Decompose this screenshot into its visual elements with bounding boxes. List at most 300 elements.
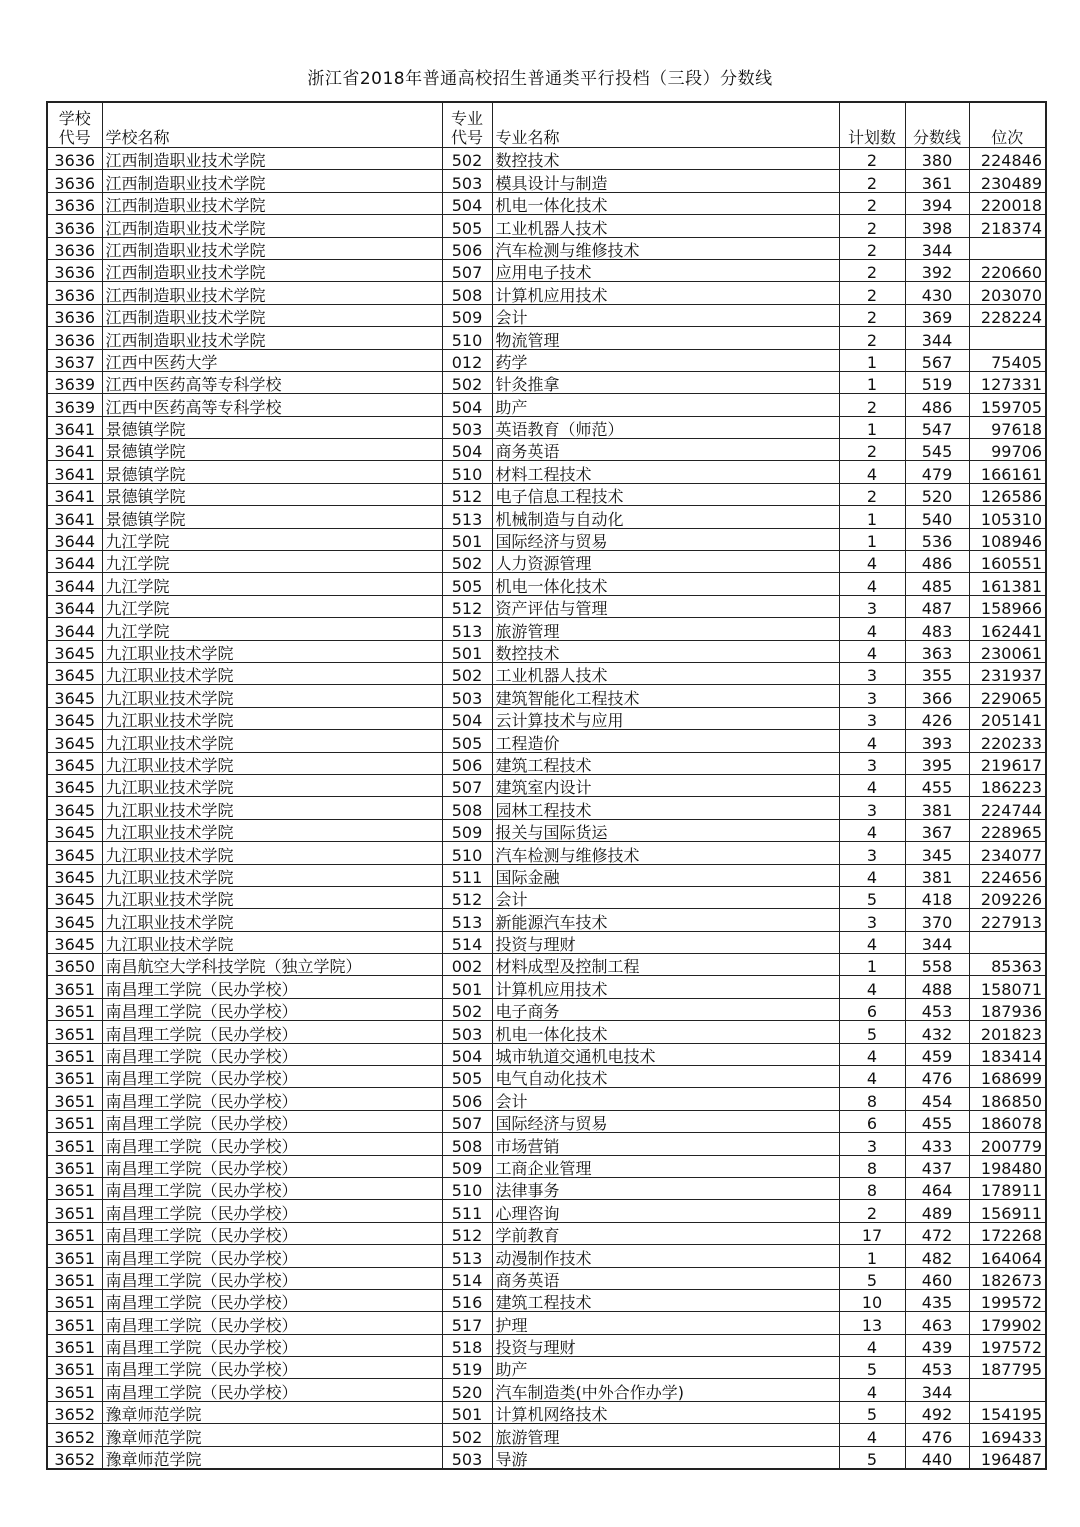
school-name-cell: 九江职业技术学院 xyxy=(102,909,442,931)
plan-count-cell: 2 xyxy=(839,259,905,281)
major-name-cell: 工业机器人技术 xyxy=(492,662,839,684)
school-name-cell: 江西中医药高等专科学校 xyxy=(102,394,442,416)
table-row xyxy=(47,1379,1046,1401)
rank-cell: 229065 xyxy=(969,685,1046,707)
major-code-cell: 504 xyxy=(442,1043,492,1065)
table-row xyxy=(47,864,1046,886)
plan-count-cell: 1 xyxy=(839,954,905,976)
major-code-cell: 501 xyxy=(442,976,492,998)
major-code-cell: 512 xyxy=(442,1222,492,1244)
major-code-cell: 506 xyxy=(442,1088,492,1110)
major-name-cell: 投资与理财 xyxy=(492,931,839,953)
school-code-cell: 3644 xyxy=(47,528,102,550)
major-name-cell: 国际经济与贸易 xyxy=(492,1110,839,1132)
school-code-cell: 3641 xyxy=(47,439,102,461)
major-name-cell: 护理 xyxy=(492,1312,839,1334)
school-code-cell: 3645 xyxy=(47,886,102,908)
table-row xyxy=(47,1088,1046,1110)
major-code-cell: 506 xyxy=(442,752,492,774)
table-row xyxy=(47,551,1046,573)
major-name-cell: 建筑工程技术 xyxy=(492,1289,839,1311)
rank-cell: 227913 xyxy=(969,909,1046,931)
plan-count-cell: 4 xyxy=(839,1379,905,1401)
table-row xyxy=(47,819,1046,841)
table-row xyxy=(47,842,1046,864)
table-row xyxy=(47,215,1046,237)
major-name-cell: 针灸推拿 xyxy=(492,371,839,393)
table-row xyxy=(47,1401,1046,1423)
major-code-cell: 501 xyxy=(442,528,492,550)
rank-cell: 231937 xyxy=(969,662,1046,684)
score-line-cell: 463 xyxy=(905,1312,969,1334)
table-row xyxy=(47,1289,1046,1311)
major-name-cell: 法律事务 xyxy=(492,1177,839,1199)
school-name-cell: 南昌理工学院（民办学校） xyxy=(102,1021,442,1043)
school-name-cell: 九江学院 xyxy=(102,551,442,573)
rank-cell: 219617 xyxy=(969,752,1046,774)
school-name-cell: 南昌理工学院（民办学校） xyxy=(102,1043,442,1065)
major-code-cell: 512 xyxy=(442,886,492,908)
table-row xyxy=(47,1110,1046,1132)
school-code-cell: 3645 xyxy=(47,707,102,729)
school-code-cell: 3645 xyxy=(47,774,102,796)
table-row xyxy=(47,1357,1046,1379)
school-code-cell: 3651 xyxy=(47,1155,102,1177)
major-name-cell: 药学 xyxy=(492,349,839,371)
major-code-cell: 502 xyxy=(442,148,492,170)
school-code-cell: 3645 xyxy=(47,730,102,752)
major-name-cell: 机电一体化技术 xyxy=(492,1021,839,1043)
school-code-cell: 3645 xyxy=(47,931,102,953)
plan-count-cell: 5 xyxy=(839,1401,905,1423)
rank-cell: 186078 xyxy=(969,1110,1046,1132)
major-code-cell: 504 xyxy=(442,192,492,214)
rank-cell: 182673 xyxy=(969,1267,1046,1289)
score-line-cell: 433 xyxy=(905,1133,969,1155)
page-title: 浙江省2018年普通高校招生普通类平行投档（三段）分数线 xyxy=(307,69,773,89)
table-row xyxy=(47,461,1046,483)
plan-count-cell: 4 xyxy=(839,618,905,640)
school-name-cell: 南昌理工学院（民办学校） xyxy=(102,1155,442,1177)
table-row xyxy=(47,1133,1046,1155)
school-code-cell: 3636 xyxy=(47,215,102,237)
score-line-cell: 545 xyxy=(905,439,969,461)
major-code-cell: 520 xyxy=(442,1379,492,1401)
plan-count-cell: 2 xyxy=(839,215,905,237)
score-line-cell: 488 xyxy=(905,976,969,998)
major-code-cell: 502 xyxy=(442,998,492,1020)
score-line-cell: 363 xyxy=(905,640,969,662)
major-code-cell: 514 xyxy=(442,931,492,953)
school-code-cell: 3636 xyxy=(47,259,102,281)
major-name-cell: 英语教育（师范） xyxy=(492,416,839,438)
school-code-cell: 3651 xyxy=(47,1066,102,1088)
major-code-cell: 509 xyxy=(442,819,492,841)
school-name-cell: 九江职业技术学院 xyxy=(102,685,442,707)
school-code-cell: 3645 xyxy=(47,842,102,864)
school-code-cell: 3652 xyxy=(47,1446,102,1469)
school-name-cell: 南昌理工学院（民办学校） xyxy=(102,1088,442,1110)
rank-cell: 75405 xyxy=(969,349,1046,371)
major-code-cell: 503 xyxy=(442,416,492,438)
plan-count-cell: 4 xyxy=(839,976,905,998)
rank-cell: 187936 xyxy=(969,998,1046,1020)
school-code-cell: 3644 xyxy=(47,573,102,595)
major-code-cell: 502 xyxy=(442,551,492,573)
school-code-cell: 3645 xyxy=(47,752,102,774)
score-line-cell: 459 xyxy=(905,1043,969,1065)
table-row xyxy=(47,170,1046,192)
school-code-cell: 3636 xyxy=(47,327,102,349)
rank-cell: 196487 xyxy=(969,1446,1046,1469)
school-code-cell: 3651 xyxy=(47,1222,102,1244)
major-code-cell: 503 xyxy=(442,1446,492,1469)
school-name-cell: 九江职业技术学院 xyxy=(102,864,442,886)
major-name-cell: 学前教育 xyxy=(492,1222,839,1244)
school-name-cell: 江西制造职业技术学院 xyxy=(102,327,442,349)
rank-cell: 97618 xyxy=(969,416,1046,438)
table-row xyxy=(47,662,1046,684)
school-code-cell: 3650 xyxy=(47,954,102,976)
school-code-cell: 3651 xyxy=(47,1177,102,1199)
school-name-cell: 景德镇学院 xyxy=(102,483,442,505)
rank-cell: 228965 xyxy=(969,819,1046,841)
score-line-cell: 440 xyxy=(905,1446,969,1469)
school-name-cell: 江西制造职业技术学院 xyxy=(102,148,442,170)
major-code-cell: 012 xyxy=(442,349,492,371)
major-code-cell: 504 xyxy=(442,707,492,729)
school-code-cell: 3644 xyxy=(47,551,102,573)
plan-count-cell: 2 xyxy=(839,439,905,461)
plan-count-cell: 1 xyxy=(839,416,905,438)
rank-cell: 85363 xyxy=(969,954,1046,976)
school-code-cell: 3641 xyxy=(47,416,102,438)
school-code-cell: 3651 xyxy=(47,1133,102,1155)
table-row xyxy=(47,909,1046,931)
rank-cell: 164064 xyxy=(969,1245,1046,1267)
major-code-cell: 512 xyxy=(442,595,492,617)
major-name-cell: 计算机应用技术 xyxy=(492,976,839,998)
school-code-cell: 3651 xyxy=(47,1379,102,1401)
rank-cell: 158071 xyxy=(969,976,1046,998)
school-name-cell: 九江学院 xyxy=(102,595,442,617)
plan-count-cell: 5 xyxy=(839,1357,905,1379)
score-line-cell: 567 xyxy=(905,349,969,371)
header-rank: 位次 xyxy=(969,102,1046,148)
score-line-cell: 453 xyxy=(905,998,969,1020)
major-code-cell: 510 xyxy=(442,461,492,483)
major-name-cell: 心理咨询 xyxy=(492,1200,839,1222)
rank-cell xyxy=(969,931,1046,953)
plan-count-cell: 3 xyxy=(839,595,905,617)
rank-cell: 199572 xyxy=(969,1289,1046,1311)
major-code-cell: 508 xyxy=(442,1133,492,1155)
table-row xyxy=(47,886,1046,908)
school-code-cell: 3645 xyxy=(47,640,102,662)
school-code-cell: 3652 xyxy=(47,1424,102,1446)
school-name-cell: 九江职业技术学院 xyxy=(102,797,442,819)
major-name-cell: 机械制造与自动化 xyxy=(492,506,839,528)
header-school-name: 学校名称 xyxy=(102,102,442,148)
rank-cell: 186223 xyxy=(969,774,1046,796)
major-name-cell: 电气自动化技术 xyxy=(492,1066,839,1088)
rank-cell: 166161 xyxy=(969,461,1046,483)
major-name-cell: 机电一体化技术 xyxy=(492,192,839,214)
table-row xyxy=(47,1267,1046,1289)
score-line-cell: 437 xyxy=(905,1155,969,1177)
school-name-cell: 江西制造职业技术学院 xyxy=(102,282,442,304)
score-line-cell: 344 xyxy=(905,327,969,349)
table-row xyxy=(47,931,1046,953)
plan-count-cell: 4 xyxy=(839,819,905,841)
table-row xyxy=(47,259,1046,281)
score-line-cell: 344 xyxy=(905,931,969,953)
table-row xyxy=(47,1177,1046,1199)
school-name-cell: 九江职业技术学院 xyxy=(102,886,442,908)
school-code-cell: 3652 xyxy=(47,1401,102,1423)
school-name-cell: 南昌理工学院（民办学校） xyxy=(102,1200,442,1222)
plan-count-cell: 1 xyxy=(839,506,905,528)
plan-count-cell: 2 xyxy=(839,483,905,505)
school-name-cell: 九江学院 xyxy=(102,528,442,550)
score-line-cell: 460 xyxy=(905,1267,969,1289)
plan-count-cell: 4 xyxy=(839,1043,905,1065)
score-line-cell: 439 xyxy=(905,1334,969,1356)
score-line-cell: 454 xyxy=(905,1088,969,1110)
school-code-cell: 3645 xyxy=(47,909,102,931)
score-line-cell: 430 xyxy=(905,282,969,304)
major-code-cell: 507 xyxy=(442,1110,492,1132)
major-code-cell: 505 xyxy=(442,1066,492,1088)
school-code-cell: 3639 xyxy=(47,371,102,393)
major-code-cell: 511 xyxy=(442,1200,492,1222)
score-line-cell: 367 xyxy=(905,819,969,841)
school-code-cell: 3651 xyxy=(47,976,102,998)
rank-cell: 108946 xyxy=(969,528,1046,550)
school-name-cell: 景德镇学院 xyxy=(102,439,442,461)
score-line-cell: 355 xyxy=(905,662,969,684)
major-code-cell: 503 xyxy=(442,685,492,707)
table-row xyxy=(47,1066,1046,1088)
rank-cell: 99706 xyxy=(969,439,1046,461)
table-row xyxy=(47,528,1046,550)
school-name-cell: 景德镇学院 xyxy=(102,506,442,528)
score-line-cell: 393 xyxy=(905,730,969,752)
school-name-cell: 南昌理工学院（民办学校） xyxy=(102,1289,442,1311)
school-code-cell: 3651 xyxy=(47,1312,102,1334)
table-row xyxy=(47,998,1046,1020)
major-code-cell: 512 xyxy=(442,483,492,505)
school-code-cell: 3645 xyxy=(47,864,102,886)
score-line-cell: 380 xyxy=(905,148,969,170)
plan-count-cell: 1 xyxy=(839,371,905,393)
table-row xyxy=(47,752,1046,774)
major-code-cell: 508 xyxy=(442,282,492,304)
school-code-cell: 3651 xyxy=(47,1110,102,1132)
rank-cell: 187795 xyxy=(969,1357,1046,1379)
score-line-cell: 435 xyxy=(905,1289,969,1311)
school-name-cell: 江西制造职业技术学院 xyxy=(102,215,442,237)
school-name-cell: 南昌航空大学科技学院（独立学院） xyxy=(102,954,442,976)
major-name-cell: 旅游管理 xyxy=(492,1424,839,1446)
school-code-cell: 3645 xyxy=(47,685,102,707)
school-code-cell: 3644 xyxy=(47,618,102,640)
plan-count-cell: 5 xyxy=(839,886,905,908)
table-row xyxy=(47,618,1046,640)
header-major-code-line2: 代号 xyxy=(450,128,483,147)
school-code-cell: 3639 xyxy=(47,394,102,416)
plan-count-cell: 10 xyxy=(839,1289,905,1311)
score-line-cell: 361 xyxy=(905,170,969,192)
score-line-cell: 482 xyxy=(905,1245,969,1267)
rank-cell: 178911 xyxy=(969,1177,1046,1199)
plan-count-cell: 2 xyxy=(839,304,905,326)
score-line-cell: 398 xyxy=(905,215,969,237)
plan-count-cell: 4 xyxy=(839,931,905,953)
plan-count-cell: 3 xyxy=(839,662,905,684)
major-name-cell: 材料工程技术 xyxy=(492,461,839,483)
school-code-cell: 3651 xyxy=(47,1334,102,1356)
rank-cell: 203070 xyxy=(969,282,1046,304)
table-row xyxy=(47,1446,1046,1469)
rank-cell: 105310 xyxy=(969,506,1046,528)
major-name-cell: 导游 xyxy=(492,1446,839,1469)
school-code-cell: 3651 xyxy=(47,998,102,1020)
major-name-cell: 旅游管理 xyxy=(492,618,839,640)
school-name-cell: 九江职业技术学院 xyxy=(102,662,442,684)
school-name-cell: 豫章师范学院 xyxy=(102,1424,442,1446)
school-name-cell: 九江职业技术学院 xyxy=(102,774,442,796)
score-line-cell: 455 xyxy=(905,774,969,796)
major-code-cell: 504 xyxy=(442,394,492,416)
rank-cell: 186850 xyxy=(969,1088,1046,1110)
table-row xyxy=(47,595,1046,617)
header-major-code-line1: 专业 xyxy=(450,109,483,128)
header-plan: 计划数 xyxy=(839,102,905,148)
score-line-cell: 486 xyxy=(905,394,969,416)
table-row xyxy=(47,774,1046,796)
table-row xyxy=(47,1222,1046,1244)
major-name-cell: 物流管理 xyxy=(492,327,839,349)
major-name-cell: 会计 xyxy=(492,1088,839,1110)
score-line-cell: 487 xyxy=(905,595,969,617)
major-code-cell: 506 xyxy=(442,237,492,259)
major-name-cell: 数控技术 xyxy=(492,640,839,662)
major-code-cell: 510 xyxy=(442,842,492,864)
major-code-cell: 510 xyxy=(442,1177,492,1199)
major-code-cell: 503 xyxy=(442,1021,492,1043)
school-code-cell: 3645 xyxy=(47,662,102,684)
major-name-cell: 机电一体化技术 xyxy=(492,573,839,595)
score-line-cell: 381 xyxy=(905,864,969,886)
school-name-cell: 九江职业技术学院 xyxy=(102,707,442,729)
rank-cell: 224744 xyxy=(969,797,1046,819)
school-code-cell: 3651 xyxy=(47,1088,102,1110)
school-code-cell: 3641 xyxy=(47,506,102,528)
major-name-cell: 汽车制造类(中外合作办学) xyxy=(492,1379,839,1401)
school-code-cell: 3636 xyxy=(47,282,102,304)
plan-count-cell: 4 xyxy=(839,461,905,483)
major-code-cell: 507 xyxy=(442,774,492,796)
school-name-cell: 江西制造职业技术学院 xyxy=(102,237,442,259)
major-name-cell: 人力资源管理 xyxy=(492,551,839,573)
school-name-cell: 九江职业技术学院 xyxy=(102,752,442,774)
school-name-cell: 南昌理工学院（民办学校） xyxy=(102,1379,442,1401)
school-name-cell: 南昌理工学院（民办学校） xyxy=(102,976,442,998)
header-school-code-line2: 代号 xyxy=(58,128,91,147)
score-line-cell: 485 xyxy=(905,573,969,595)
school-code-cell: 3645 xyxy=(47,797,102,819)
plan-count-cell: 2 xyxy=(839,237,905,259)
school-name-cell: 江西制造职业技术学院 xyxy=(102,304,442,326)
header-major-name: 专业名称 xyxy=(492,102,839,148)
school-code-cell: 3651 xyxy=(47,1043,102,1065)
rank-cell: 220018 xyxy=(969,192,1046,214)
major-code-cell: 509 xyxy=(442,1155,492,1177)
plan-count-cell: 3 xyxy=(839,685,905,707)
score-line-cell: 418 xyxy=(905,886,969,908)
major-code-cell: 505 xyxy=(442,573,492,595)
major-code-cell: 508 xyxy=(442,797,492,819)
school-code-cell: 3636 xyxy=(47,192,102,214)
major-name-cell: 助产 xyxy=(492,394,839,416)
school-name-cell: 江西制造职业技术学院 xyxy=(102,259,442,281)
plan-count-cell: 4 xyxy=(839,640,905,662)
major-code-cell: 513 xyxy=(442,618,492,640)
major-name-cell: 建筑工程技术 xyxy=(492,752,839,774)
school-name-cell: 南昌理工学院（民办学校） xyxy=(102,1222,442,1244)
plan-count-cell: 3 xyxy=(839,842,905,864)
major-code-cell: 513 xyxy=(442,909,492,931)
major-code-cell: 504 xyxy=(442,439,492,461)
table-row xyxy=(47,1334,1046,1356)
plan-count-cell: 2 xyxy=(839,148,905,170)
score-line-cell: 476 xyxy=(905,1066,969,1088)
major-name-cell: 云计算技术与应用 xyxy=(492,707,839,729)
score-table xyxy=(46,101,1047,1470)
rank-cell: 162441 xyxy=(969,618,1046,640)
rank-cell: 220233 xyxy=(969,730,1046,752)
header-school-code xyxy=(47,102,102,148)
plan-count-cell: 2 xyxy=(839,192,905,214)
plan-count-cell: 4 xyxy=(839,730,905,752)
rank-cell: 230061 xyxy=(969,640,1046,662)
school-name-cell: 景德镇学院 xyxy=(102,416,442,438)
school-name-cell: 南昌理工学院（民办学校） xyxy=(102,1245,442,1267)
school-name-cell: 九江职业技术学院 xyxy=(102,730,442,752)
school-name-cell: 九江职业技术学院 xyxy=(102,931,442,953)
score-line-cell: 479 xyxy=(905,461,969,483)
table-row xyxy=(47,707,1046,729)
plan-count-cell: 2 xyxy=(839,394,905,416)
table-row xyxy=(47,640,1046,662)
school-name-cell: 九江职业技术学院 xyxy=(102,819,442,841)
score-line-cell: 558 xyxy=(905,954,969,976)
school-name-cell: 九江职业技术学院 xyxy=(102,640,442,662)
school-name-cell: 南昌理工学院（民办学校） xyxy=(102,1334,442,1356)
score-line-cell: 547 xyxy=(905,416,969,438)
school-code-cell: 3651 xyxy=(47,1289,102,1311)
rank-cell: 161381 xyxy=(969,573,1046,595)
score-line-cell: 476 xyxy=(905,1424,969,1446)
school-name-cell: 南昌理工学院（民办学校） xyxy=(102,1133,442,1155)
school-code-cell: 3636 xyxy=(47,304,102,326)
score-line-cell: 432 xyxy=(905,1021,969,1043)
rank-cell xyxy=(969,327,1046,349)
major-name-cell: 工商企业管理 xyxy=(492,1155,839,1177)
major-name-cell: 汽车检测与维修技术 xyxy=(492,842,839,864)
major-name-cell: 国际金融 xyxy=(492,864,839,886)
